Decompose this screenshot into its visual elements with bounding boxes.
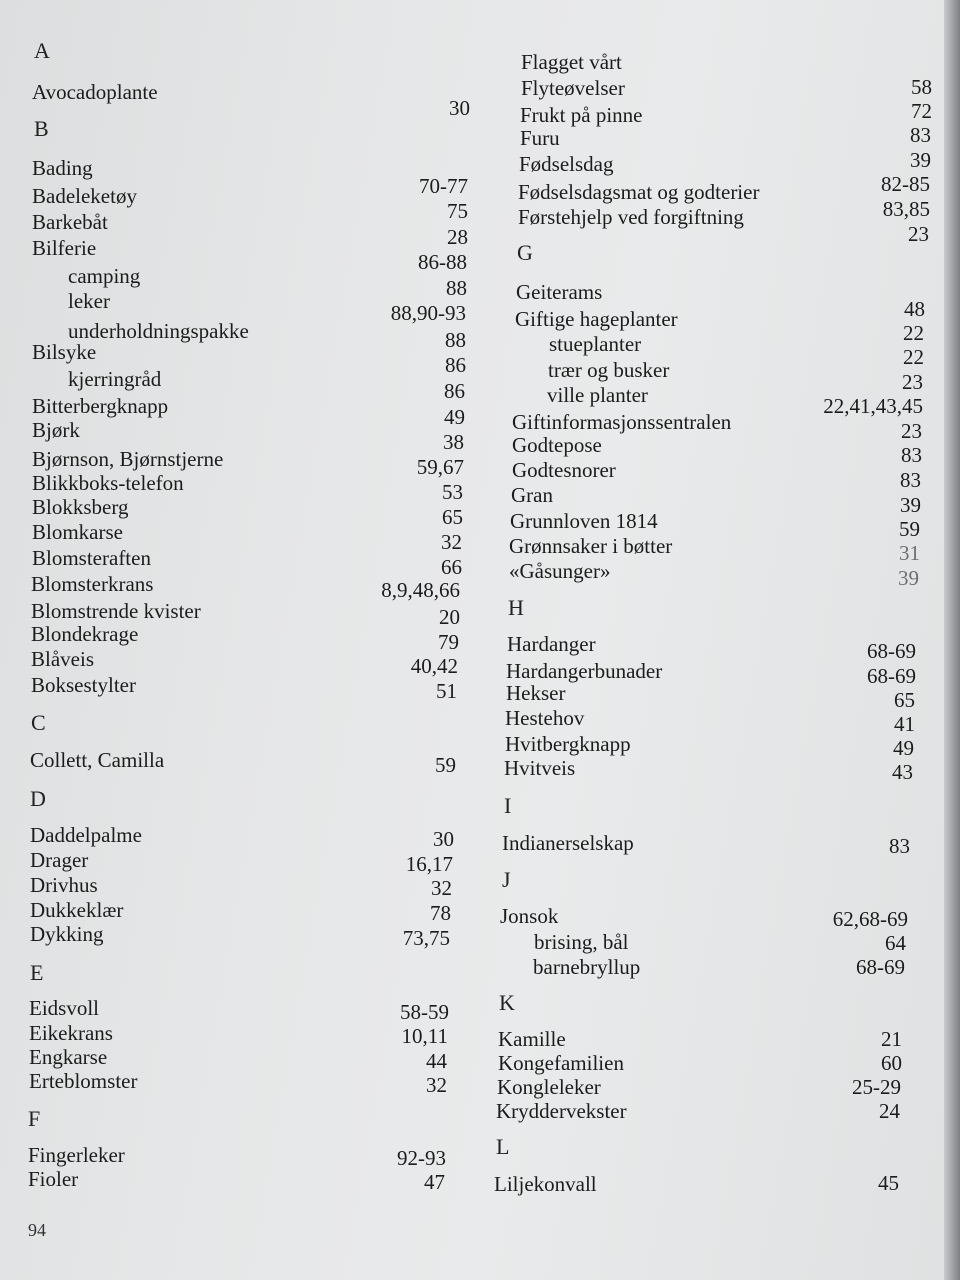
index-pages: 30 [433, 827, 454, 851]
index-term: Fødselsdagsmat og godterier [518, 180, 760, 204]
index-pages: 72 [911, 99, 932, 123]
index-term: Furu [520, 126, 560, 150]
index-term: Blomsterkrans [31, 572, 154, 596]
index-pages: 83 [901, 443, 922, 467]
index-pages: 59,67 [416, 455, 464, 479]
index-term: Eidsvoll [29, 996, 100, 1020]
index-pages: 23 [908, 222, 929, 246]
index-pages: 66 [441, 555, 462, 579]
index-term: Hvitveis [504, 756, 576, 780]
index-pages: 86-88 [418, 250, 467, 274]
index-term: Fødselsdag [519, 152, 614, 176]
index-term: Bjørk [32, 418, 80, 442]
index-pages: 39 [898, 566, 919, 590]
index-term: Kryddervekster [496, 1099, 627, 1123]
index-term: Liljekonvall [494, 1172, 597, 1196]
index-pages: 24 [879, 1099, 900, 1123]
index-pages: 47 [424, 1170, 445, 1194]
index-pages: 58-59 [400, 1000, 449, 1024]
index-term: Flyteøvelser [521, 76, 625, 100]
index-pages: 25-29 [852, 1075, 901, 1099]
index-term: Frukt på pinne [520, 103, 643, 127]
index-term: Bjørnson, Bjørnstjerne [32, 447, 224, 471]
section-letter-g: G [517, 240, 533, 265]
index-subterm: leker [68, 289, 110, 313]
index-pages: 78 [430, 901, 451, 925]
index-pages: 83 [900, 468, 921, 492]
index-term: Jonsok [500, 904, 559, 928]
index-term: Blikkboks-telefon [32, 471, 184, 495]
index-term: Fioler [28, 1167, 79, 1191]
index-pages: 21 [881, 1027, 902, 1051]
index-pages: 62,68-69 [832, 907, 908, 931]
index-pages: 70-77 [419, 174, 468, 198]
index-pages: 39 [900, 493, 921, 517]
index-subterm: ville planter [547, 383, 648, 407]
index-term: Blokksberg [32, 495, 129, 519]
index-term: Daddelpalme [30, 823, 142, 847]
index-term: Giftige hageplanter [515, 307, 678, 331]
index-term: Bilsyke [32, 340, 97, 364]
index-subterm: underholdningspakke [68, 319, 249, 343]
index-pages: 75 [447, 199, 468, 223]
section-letter-a: A [34, 38, 50, 63]
index-pages: 51 [436, 679, 457, 703]
index-term: Hestehov [505, 706, 585, 730]
index-pages: 41 [894, 712, 915, 736]
index-pages: 88,90-93 [390, 301, 466, 325]
index-term: Engkarse [29, 1045, 108, 1069]
index-pages: 16,17 [405, 852, 453, 876]
index-pages: 8,9,48,66 [381, 578, 460, 602]
index-pages: 43 [892, 760, 913, 784]
index-subterm: stueplanter [549, 332, 642, 356]
section-letter-f: F [28, 1106, 41, 1131]
index-term: Giftinformasjonssentralen [512, 410, 732, 434]
index-pages: 40,42 [410, 654, 458, 678]
index-pages: 59 [899, 517, 920, 541]
index-term: Blondekrage [31, 622, 139, 646]
index-pages: 32 [441, 530, 462, 554]
index-term: Hardanger [507, 632, 596, 656]
index-pages: 39 [910, 148, 931, 172]
index-pages: 86 [444, 379, 465, 403]
section-letter-h: H [508, 595, 524, 620]
index-pages: 59 [435, 753, 456, 777]
index-pages: 22,41,43,45 [823, 394, 923, 418]
index-pages: 68-69 [867, 664, 916, 688]
index-term: Boksestylter [31, 673, 136, 697]
index-pages: 64 [885, 931, 906, 955]
index-pages: 32 [431, 876, 452, 900]
index-term: Fingerleker [28, 1143, 125, 1167]
index-pages: 92-93 [397, 1146, 446, 1170]
index-term: Kongleleker [497, 1075, 601, 1099]
index-pages: 88 [445, 328, 466, 352]
index-term: Hekser [506, 681, 566, 705]
index-term: Bitterbergknapp [32, 394, 169, 418]
index-term: Kamille [498, 1027, 566, 1051]
index-term: Drager [30, 848, 89, 872]
index-pages: 23 [902, 370, 923, 394]
section-letter-b: B [34, 116, 49, 141]
section-letter-k: K [499, 990, 515, 1015]
index-pages: 32 [426, 1073, 447, 1097]
index-term: Geiterams [516, 280, 603, 304]
index-pages: 20 [439, 605, 460, 629]
section-letter-d: D [30, 786, 46, 811]
index-term: Grønnsaker i bøtter [509, 534, 673, 558]
index-pages: 58 [911, 75, 932, 99]
index-term: Blomstrende kvister [31, 599, 201, 623]
index-term: Godtesnorer [512, 458, 616, 482]
section-letter-j: J [502, 867, 511, 892]
index-term: Eikekrans [29, 1021, 113, 1045]
index-subterm: barnebryllup [533, 955, 641, 979]
index-pages: 22 [903, 321, 924, 345]
index-term: Collett, Camilla [30, 748, 165, 772]
section-letter-c: C [31, 710, 46, 735]
index-pages: 44 [426, 1049, 447, 1073]
index-pages: 38 [443, 430, 464, 454]
index-term: Dukkeklær [30, 898, 124, 922]
index-pages: 65 [442, 505, 463, 529]
index-pages: 30 [449, 96, 470, 120]
index-pages: 68-69 [867, 639, 916, 663]
index-pages: 68-69 [856, 955, 905, 979]
index-term: Blåveis [31, 647, 94, 671]
index-term: Førstehjelp ved forgiftning [518, 205, 744, 229]
index-pages: 82-85 [881, 172, 930, 196]
index-pages: 49 [444, 405, 465, 429]
index-term: Godtepose [512, 433, 602, 457]
index-subterm: brising, bål [534, 930, 629, 954]
index-term: Erteblomster [29, 1069, 138, 1093]
index-pages: 60 [881, 1051, 902, 1075]
index-pages: 45 [878, 1171, 899, 1195]
index-pages: 79 [438, 630, 459, 654]
index-term: Blomsteraften [32, 546, 151, 570]
index-term: Kongefamilien [498, 1051, 624, 1075]
index-term: «Gåsunger» [509, 559, 611, 583]
index-term: Bading [32, 156, 93, 180]
index-term: Grunnloven 1814 [510, 509, 658, 533]
index-term: Hardangerbunader [506, 659, 663, 683]
index-pages: 28 [447, 225, 468, 249]
index-term: Badeleketøy [32, 184, 137, 208]
index-pages: 86 [445, 353, 466, 377]
index-pages: 83 [910, 123, 931, 147]
index-term: Drivhus [30, 873, 98, 897]
index-term: Bilferie [32, 236, 97, 260]
index-subterm: kjerringråd [68, 367, 162, 391]
section-letter-e: E [30, 960, 44, 985]
index-term: Indianerselskap [502, 831, 634, 855]
index-pages: 83 [889, 834, 910, 858]
index-term: Avocadoplante [32, 80, 158, 104]
index-pages: 73,75 [402, 926, 450, 950]
page-edge [944, 0, 960, 1280]
index-column-left [0, 0, 470, 1280]
index-term: Flagget vårt [521, 50, 622, 74]
index-pages: 10,11 [401, 1024, 448, 1048]
index-term: Gran [511, 483, 553, 507]
index-pages: 48 [904, 297, 925, 321]
index-pages: 83,85 [882, 197, 930, 221]
page-number: 94 [28, 1220, 46, 1240]
index-pages: 88 [446, 276, 467, 300]
index-term: Dykking [30, 922, 104, 946]
index-term: Hvitbergknapp [505, 732, 631, 756]
index-column-right [488, 0, 938, 1280]
index-term: Blomkarse [32, 520, 123, 544]
index-pages: 22 [903, 345, 924, 369]
index-subterm: trær og busker [548, 358, 670, 382]
section-letter-l: L [496, 1134, 510, 1159]
index-subterm: camping [68, 264, 141, 288]
index-pages: 65 [894, 688, 915, 712]
index-pages: 23 [901, 419, 922, 443]
index-pages: 31 [899, 541, 920, 565]
index-term: Barkebåt [32, 210, 108, 234]
index-pages: 49 [893, 736, 914, 760]
section-letter-i: I [504, 793, 512, 818]
index-pages: 53 [442, 480, 463, 504]
